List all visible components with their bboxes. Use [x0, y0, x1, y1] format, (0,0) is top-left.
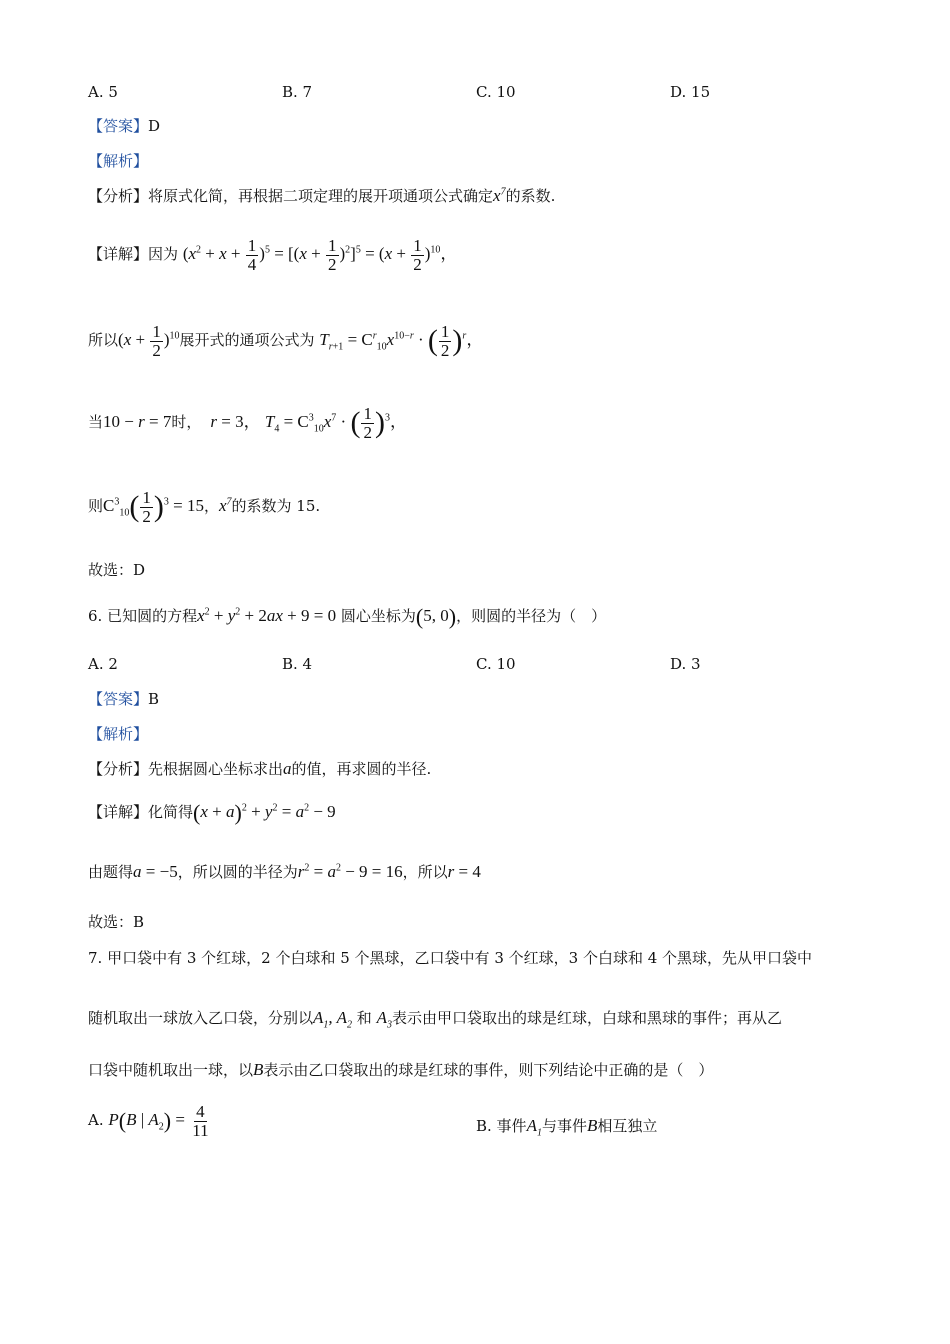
stem-text: 表示由乙口袋取出的球是红球的事件，则下列结论中正确的是（ ）	[263, 1061, 714, 1079]
q5-analysis-line	[88, 151, 148, 171]
q6-fenxi-line	[88, 759, 431, 779]
math-binom: (x + $\frac{1}{2}$ )$^{10}$	[118, 321, 180, 360]
q5-line4: 则$C^3_{10}$( $\frac{1}{2}$ )$^3$ = 15，$x^7$的系数为 15.	[88, 487, 321, 526]
stem-text: ，则圆的半径为（ ）	[456, 607, 607, 625]
math-x7: $x^7$	[493, 186, 506, 205]
line-text: 的系数为 15.	[231, 497, 321, 515]
stem-text: 口袋中随机取出一球，以	[88, 1061, 254, 1079]
q5-option-d: D. 15	[670, 83, 711, 101]
q6-option-b: B. 4	[282, 655, 313, 673]
q6-choice: 故选：B	[88, 913, 145, 931]
q5-detail-line	[88, 232, 457, 276]
stem-text: 圆心坐标为	[340, 607, 416, 625]
q7-stem-line1: 7. 甲口袋中有 3 个红球，2 个白球和 5 个黑球，乙口袋中有 3 个红球，3 个白球和 4 个黑球，先从甲口袋中	[88, 949, 813, 967]
option-text: B. 事件	[476, 1117, 527, 1135]
line-text: ，所以圆的半径为	[177, 863, 298, 881]
math-radius: r = 4	[447, 862, 481, 881]
q6-analysis-line	[88, 724, 148, 744]
q7-stem-line2	[88, 1004, 782, 1032]
q5-line2	[88, 316, 483, 364]
answer-tag: 【答案】	[88, 690, 149, 708]
q5-option-c: C. 10	[476, 83, 516, 101]
math-radius-sq: $r^2 = a^2 - 9 = 16$	[297, 862, 403, 881]
q6-option-a: A. 2	[88, 655, 118, 673]
line-prefix: 当	[88, 413, 104, 431]
answer-tag: 【答案】	[88, 117, 149, 135]
q6-line2	[88, 856, 481, 888]
stem-text: 表示由甲口袋取出的球是红球，白球和黑球的事件；再从乙	[391, 1009, 782, 1027]
q6-answer-line	[88, 689, 159, 709]
fenxi-tag: 【分析】	[88, 760, 149, 778]
math-condition: 10 − r = 7	[103, 412, 172, 431]
fenxi-text: 先根据圆心坐标求出	[148, 760, 284, 778]
q5-answer-line	[88, 116, 160, 136]
analysis-tag: 【解析】	[88, 725, 149, 743]
stem-text: 6. 已知圆的方程	[88, 607, 198, 625]
option-text: 相互独立	[597, 1117, 658, 1135]
q5-fenxi-line	[88, 186, 555, 206]
q5-option-b: B. 7	[282, 83, 313, 101]
math-coefficient: $C^3_{10}$( $\frac{1}{2}$ )$^3$ = 15	[103, 487, 204, 526]
math-events-a1-a2: $A_1$, $A_2$	[313, 1008, 352, 1031]
analysis-tag: 【解析】	[88, 152, 149, 170]
detail-tag: 【详解】	[88, 245, 149, 263]
math-r: r = 3， $T_4 = C^3_{10}x^7$ · ( $\frac{1}{2}$ )$^3$，	[210, 403, 407, 442]
stem-text: 随机取出一球放入乙口袋，分别以	[88, 1009, 314, 1027]
option-text: 与事件	[541, 1117, 587, 1135]
line-text: 时，	[171, 413, 202, 431]
math-a: a	[283, 759, 292, 778]
line-text: 展开式的通项公式为	[179, 331, 315, 349]
q6-detail-line	[88, 796, 336, 829]
line-prefix: 则	[88, 497, 104, 515]
line-prefix: 所以	[88, 331, 119, 349]
math-center: (5, 0)	[415, 604, 457, 630]
math-standard-form: $(x + a)^2 + y^2 = a^2 - 9$	[193, 800, 336, 826]
answer-value: B	[148, 690, 160, 708]
fenxi-text-end: 的值，再求圆的半径.	[291, 760, 432, 778]
q7-stem-line3	[88, 1060, 713, 1080]
math-circle-eq: $x^2 + y^2 + 2ax + 9 = 0$	[197, 606, 337, 625]
math-probability: P(B | $A_2$) = $\frac{4}{11}$	[108, 1101, 209, 1140]
q7-option-a	[88, 1098, 212, 1143]
fenxi-tag: 【分析】	[88, 187, 149, 205]
fenxi-text: 将原式化简，再根据二项定理的展开项通项公式确定	[148, 187, 494, 205]
math-event-b: B	[586, 1116, 598, 1135]
math-event-a3: $A_3$	[376, 1008, 392, 1031]
line-text: ，所以	[402, 863, 448, 881]
fenxi-text-end: 的系数.	[505, 187, 556, 205]
math-event-b: B	[253, 1060, 264, 1079]
line-prefix: 由题得	[88, 863, 134, 881]
q6-option-c: C. 10	[476, 655, 516, 673]
detail-tag: 【详解】	[88, 803, 149, 821]
q5-option-a: A. 5	[88, 83, 118, 101]
math-a-value: a = −5	[133, 862, 178, 881]
math-expansion: ($x^2 + x$ + $\frac{1}{4}$ )$^5$ = [(x + $\frac{1}{2}$ )$^2$]$^5$ = (x + $\frac{1}{2}$ )$^{10}$，	[182, 235, 458, 274]
detail-text: 化简得	[148, 803, 194, 821]
detail-prefix: 因为	[148, 245, 179, 263]
math-x7: $x^7$	[218, 496, 232, 515]
math-general-term: $T_{r+1} = C^r_{10}x^{10-r}$ · ( $\frac{1}{2}$ )$^r$，	[319, 321, 484, 360]
q5-choice: 故选：D	[88, 561, 146, 579]
answer-value: D	[148, 117, 161, 135]
q7-option-b	[476, 1112, 657, 1140]
q5-line3	[88, 398, 407, 446]
q6-option-d: D. 3	[670, 655, 701, 673]
option-label: A.	[88, 1111, 104, 1129]
math-event-a1: $A_1$	[526, 1116, 542, 1139]
stem-text: 和	[356, 1009, 372, 1027]
q6-stem	[88, 604, 606, 629]
